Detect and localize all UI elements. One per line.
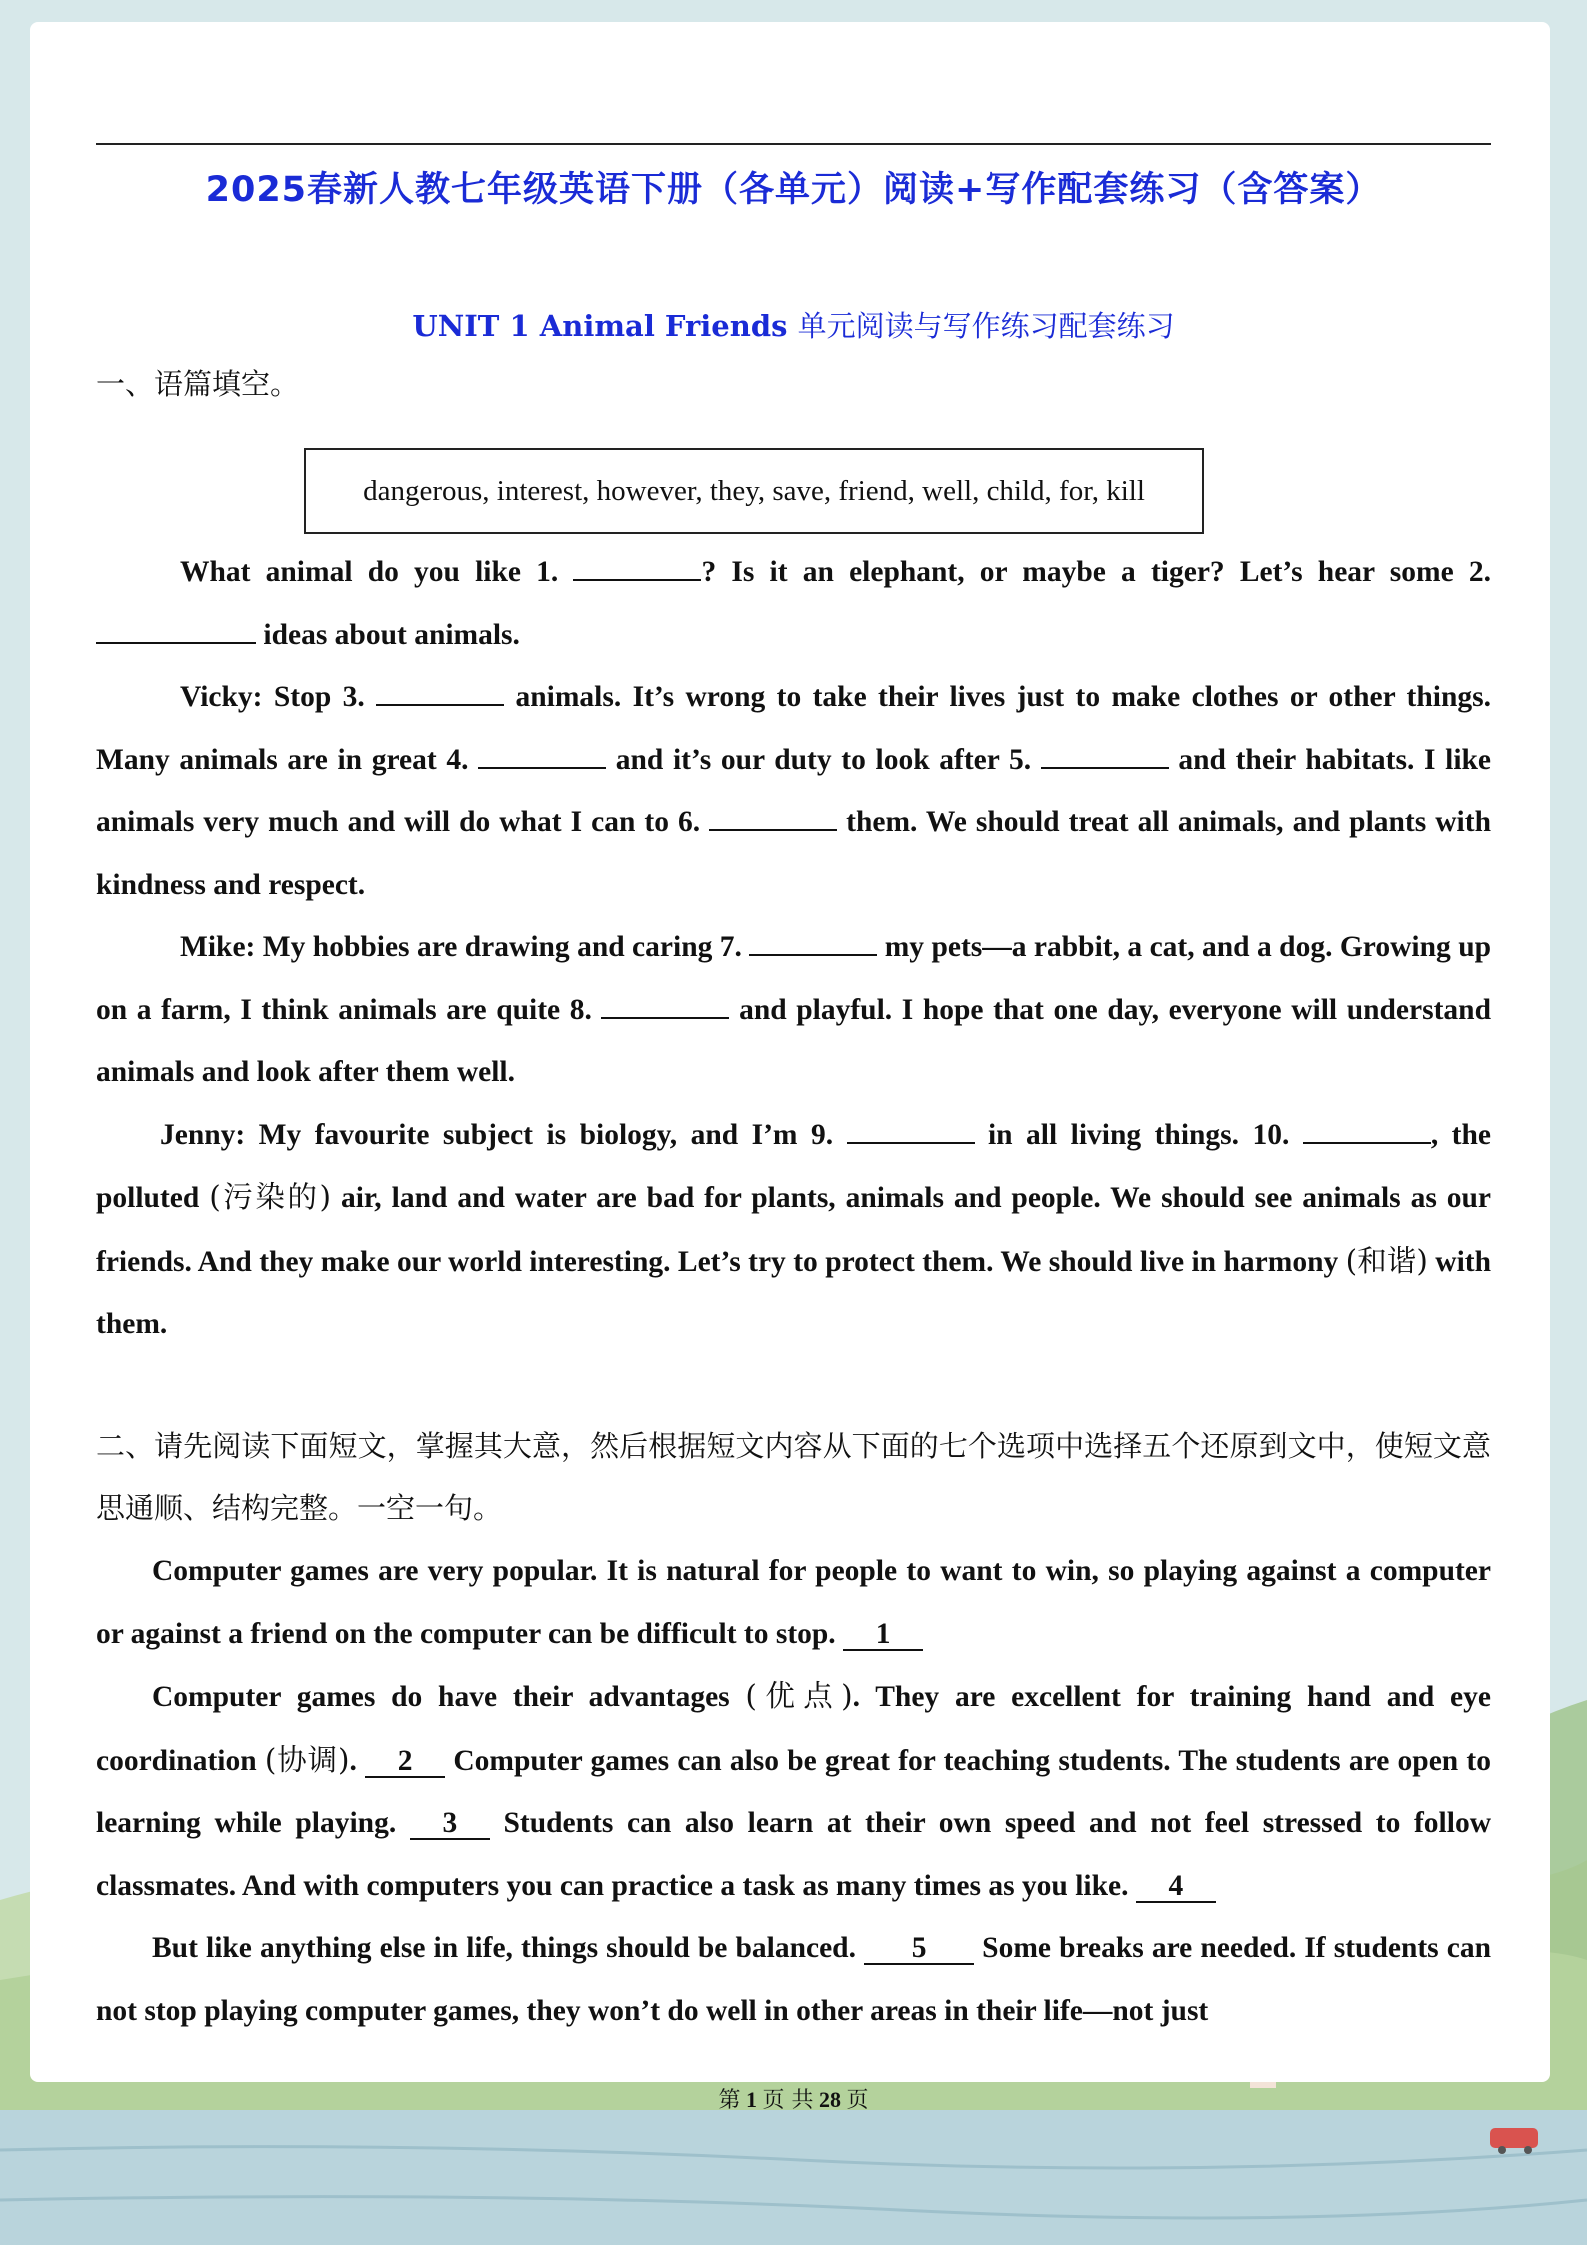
passage-paragraph-vicky: Vicky: Stop 3. animals. It’s wrong to take their lives just to make clothes or other things. Many animals are in great 4. and it’s our duty to look after 5. and their habitats. I like animals very much and will do what I can to 6. them. We should treat all animals, and plants with kindness and respect.: [96, 681, 1492, 901]
unit-title: [96, 304, 1491, 345]
answer-blank-s2-5[interactable]: 5: [864, 1933, 974, 1965]
answer-blank-9[interactable]: [847, 1142, 975, 1144]
section-1-passage: [96, 541, 1491, 1356]
answer-blank-5[interactable]: [1041, 767, 1169, 769]
passage-paragraph-balance: But like anything else in life, things should be balanced. 5 Some breaks are needed. If students can not stop playing computer games, they won’t do well in other areas in their life—not just: [96, 1932, 1491, 2027]
answer-blank-7[interactable]: [749, 954, 877, 956]
word-bank-text: dangerous, interest, however, they, save, friend, well, child, for, kill: [363, 474, 1145, 507]
answer-blank-1[interactable]: [573, 579, 701, 581]
word-bank-box: [304, 448, 1204, 534]
passage-paragraph-computer-games: Computer games are very popular. It is natural for people to want to win, so playing against a computer or against a friend on the computer can be difficult to stop. 1: [96, 1555, 1491, 1650]
section-2-instructions: 二、请先阅读下面短文，掌握其大意，然后根据短文内容从下面的七个选项中选择五个还原到文中，使短文意思通顺、结构完整。一空一句。: [96, 1429, 1491, 1525]
answer-blank-6[interactable]: [709, 829, 837, 831]
page-footer: 第 1 页 共 28 页: [718, 2087, 869, 2113]
answer-blank-s2-3[interactable]: 3: [410, 1808, 490, 1840]
passage-paragraph-intro: What animal do you like 1. ? Is it an elephant, or maybe a tiger? Let’s hear some 2. ideas about animals.: [96, 541, 1491, 666]
answer-blank-3[interactable]: [376, 704, 504, 706]
answer-blank-4[interactable]: [478, 767, 606, 769]
header-rule: [96, 143, 1491, 145]
answer-blank-8[interactable]: [601, 1017, 729, 1019]
page-title: 2025春新人教七年级英语下册（各单元）阅读+写作配套练习（含答案）: [205, 170, 1382, 210]
passage-paragraph-mike: Mike: My hobbies are drawing and caring 7. my pets—a rabbit, a cat, and a dog. Growing up on a farm, I think animals are quite 8. and playful. I hope that one day, everyone will understand animals and look after them well.: [96, 931, 1492, 1088]
section-1-heading: 一、语篇填空。: [96, 367, 300, 401]
answer-blank-s2-1[interactable]: 1: [843, 1619, 923, 1651]
answer-blank-s2-4[interactable]: 4: [1136, 1871, 1216, 1903]
answer-blank-10[interactable]: [1303, 1142, 1431, 1144]
passage-paragraph-advantages: Computer games do have their advantages (优点). They are excellent for training hand and eye coordination (协调). 2 Computer games can also be great for teaching students. The students are open to learning while playing. 3 Students can also learn at their own speed and not feel stressed to follow classmates. And with computers you can practice a task as many times as you like. 4: [96, 1679, 1492, 1902]
total-page-count: 28: [819, 2087, 841, 2112]
answer-blank-s2-2[interactable]: 2: [365, 1746, 445, 1778]
unit-title-cn: 单元阅读与写作练习配套练习: [797, 309, 1175, 343]
answer-blank-2[interactable]: [96, 642, 256, 644]
unit-title-en: UNIT 1 Animal Friends: [412, 309, 788, 343]
passage-paragraph-jenny: Jenny: My favourite subject is biology, and I’m 9. in all living things. 10. , the polluted (污染的) air, land and water are bad for plants, animals and people. We should see animals as our friends. And they make our world interesting. Let’s try to protect them. We should live in harmony (和谐) with them.: [96, 1118, 1491, 1340]
section-2-passage: [96, 1540, 1491, 2042]
current-page-number: 1: [746, 2087, 757, 2112]
